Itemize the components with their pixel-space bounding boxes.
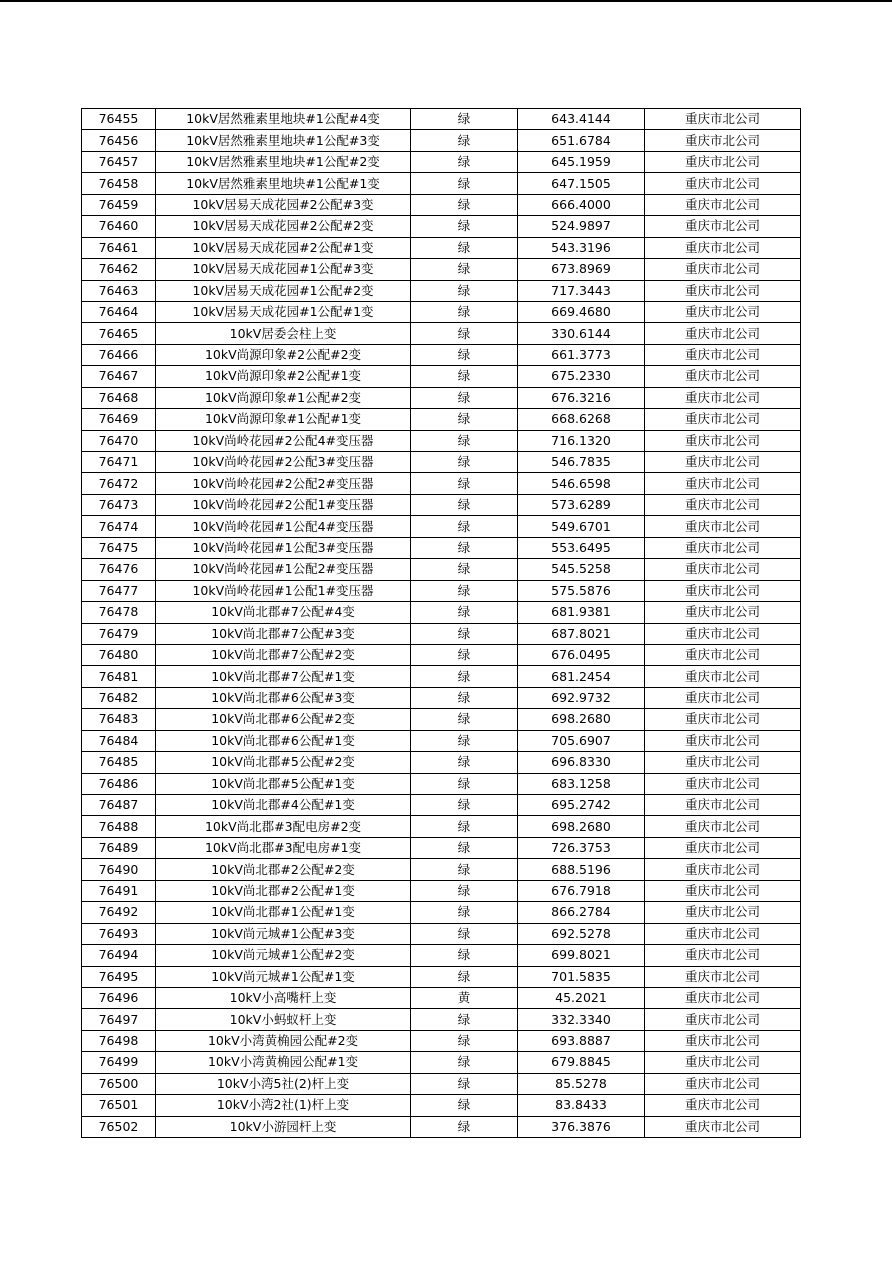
row-name-cell: 10kV居易天成花园#2公配#1变 xyxy=(156,237,411,258)
row-color-cell: 绿 xyxy=(411,323,518,344)
row-color-cell: 绿 xyxy=(411,430,518,451)
row-name-cell: 10kV居易天成花园#1公配#1变 xyxy=(156,301,411,322)
row-name-cell: 10kV尚元城#1公配#1变 xyxy=(156,966,411,987)
row-company-cell: 重庆市北公司 xyxy=(645,537,801,558)
row-color-cell: 绿 xyxy=(411,259,518,280)
row-id-cell: 76461 xyxy=(82,237,156,258)
row-company-cell: 重庆市北公司 xyxy=(645,859,801,880)
row-name-cell: 10kV尚岭花园#1公配1#变压器 xyxy=(156,580,411,601)
row-value-cell: 573.6289 xyxy=(518,494,645,515)
row-value-cell: 699.8021 xyxy=(518,945,645,966)
table-row xyxy=(82,923,801,944)
row-name-cell: 10kV居然雅素里地块#1公配#4变 xyxy=(156,109,411,130)
row-company-cell: 重庆市北公司 xyxy=(645,130,801,151)
row-company-cell: 重庆市北公司 xyxy=(645,409,801,430)
row-color-cell: 绿 xyxy=(411,580,518,601)
row-value-cell: 698.2680 xyxy=(518,816,645,837)
row-company-cell: 重庆市北公司 xyxy=(645,687,801,708)
row-name-cell: 10kV尚岭花园#1公配3#变压器 xyxy=(156,537,411,558)
row-company-cell: 重庆市北公司 xyxy=(645,237,801,258)
row-value-cell: 85.5278 xyxy=(518,1073,645,1094)
row-value-cell: 693.8887 xyxy=(518,1030,645,1051)
row-name-cell: 10kV尚元城#1公配#3变 xyxy=(156,923,411,944)
row-color-cell: 绿 xyxy=(411,1030,518,1051)
table-row xyxy=(82,130,801,151)
row-id-cell: 76462 xyxy=(82,259,156,280)
table-row xyxy=(82,773,801,794)
row-value-cell: 717.3443 xyxy=(518,280,645,301)
row-name-cell: 10kV居然雅素里地块#1公配#1变 xyxy=(156,173,411,194)
row-id-cell: 76481 xyxy=(82,666,156,687)
row-value-cell: 647.1505 xyxy=(518,173,645,194)
row-company-cell: 重庆市北公司 xyxy=(645,923,801,944)
row-color-cell: 绿 xyxy=(411,880,518,901)
row-id-cell: 76483 xyxy=(82,709,156,730)
row-company-cell: 重庆市北公司 xyxy=(645,559,801,580)
row-color-cell: 绿 xyxy=(411,945,518,966)
row-color-cell: 绿 xyxy=(411,773,518,794)
row-id-cell: 76497 xyxy=(82,1009,156,1030)
row-value-cell: 332.3340 xyxy=(518,1009,645,1030)
table-body xyxy=(82,109,801,1138)
row-id-cell: 76498 xyxy=(82,1030,156,1051)
row-value-cell: 696.8330 xyxy=(518,752,645,773)
row-id-cell: 76476 xyxy=(82,559,156,580)
row-color-cell: 绿 xyxy=(411,859,518,880)
row-company-cell: 重庆市北公司 xyxy=(645,473,801,494)
row-name-cell: 10kV尚北郡#1公配#1变 xyxy=(156,902,411,923)
row-company-cell: 重庆市北公司 xyxy=(645,1030,801,1051)
row-value-cell: 45.2021 xyxy=(518,987,645,1008)
row-id-cell: 76455 xyxy=(82,109,156,130)
row-id-cell: 76493 xyxy=(82,923,156,944)
table-row xyxy=(82,730,801,751)
table-row xyxy=(82,494,801,515)
row-value-cell: 698.2680 xyxy=(518,709,645,730)
row-name-cell: 10kV尚源印象#2公配#1变 xyxy=(156,366,411,387)
row-id-cell: 76499 xyxy=(82,1052,156,1073)
row-value-cell: 681.2454 xyxy=(518,666,645,687)
table-row xyxy=(82,1116,801,1137)
row-value-cell: 705.6907 xyxy=(518,730,645,751)
row-company-cell: 重庆市北公司 xyxy=(645,494,801,515)
table-row xyxy=(82,623,801,644)
table-row xyxy=(82,709,801,730)
row-id-cell: 76500 xyxy=(82,1073,156,1094)
row-color-cell: 绿 xyxy=(411,752,518,773)
transformer-table xyxy=(81,108,801,1138)
row-color-cell: 绿 xyxy=(411,1009,518,1030)
row-value-cell: 651.6784 xyxy=(518,130,645,151)
table-row xyxy=(82,687,801,708)
row-company-cell: 重庆市北公司 xyxy=(645,1052,801,1073)
row-id-cell: 76484 xyxy=(82,730,156,751)
row-name-cell: 10kV尚北郡#7公配#4变 xyxy=(156,602,411,623)
row-value-cell: 726.3753 xyxy=(518,837,645,858)
row-id-cell: 76472 xyxy=(82,473,156,494)
table-row xyxy=(82,430,801,451)
row-name-cell: 10kV小湾黄桷园公配#1变 xyxy=(156,1052,411,1073)
row-value-cell: 683.1258 xyxy=(518,773,645,794)
row-name-cell: 10kV尚北郡#7公配#2变 xyxy=(156,644,411,665)
row-id-cell: 76465 xyxy=(82,323,156,344)
row-value-cell: 675.2330 xyxy=(518,366,645,387)
row-company-cell: 重庆市北公司 xyxy=(645,301,801,322)
row-company-cell: 重庆市北公司 xyxy=(645,344,801,365)
row-company-cell: 重庆市北公司 xyxy=(645,323,801,344)
row-color-cell: 绿 xyxy=(411,452,518,473)
row-id-cell: 76480 xyxy=(82,644,156,665)
row-company-cell: 重庆市北公司 xyxy=(645,644,801,665)
row-color-cell: 绿 xyxy=(411,130,518,151)
row-color-cell: 绿 xyxy=(411,344,518,365)
row-value-cell: 546.6598 xyxy=(518,473,645,494)
row-value-cell: 688.5196 xyxy=(518,859,645,880)
row-name-cell: 10kV尚北郡#4公配#1变 xyxy=(156,795,411,816)
row-id-cell: 76486 xyxy=(82,773,156,794)
row-company-cell: 重庆市北公司 xyxy=(645,709,801,730)
row-name-cell: 10kV居易天成花园#1公配#3变 xyxy=(156,259,411,280)
row-id-cell: 76474 xyxy=(82,516,156,537)
row-name-cell: 10kV尚岭花园#2公配3#变压器 xyxy=(156,452,411,473)
table-row xyxy=(82,1073,801,1094)
row-company-cell: 重庆市北公司 xyxy=(645,880,801,901)
row-id-cell: 76458 xyxy=(82,173,156,194)
row-name-cell: 10kV居然雅素里地块#1公配#3变 xyxy=(156,130,411,151)
row-value-cell: 546.7835 xyxy=(518,452,645,473)
table-row xyxy=(82,837,801,858)
row-color-cell: 绿 xyxy=(411,409,518,430)
row-color-cell: 绿 xyxy=(411,216,518,237)
table-row xyxy=(82,580,801,601)
row-color-cell: 绿 xyxy=(411,1052,518,1073)
row-id-cell: 76477 xyxy=(82,580,156,601)
row-company-cell: 重庆市北公司 xyxy=(645,945,801,966)
table-row xyxy=(82,259,801,280)
row-color-cell: 绿 xyxy=(411,1073,518,1094)
row-id-cell: 76470 xyxy=(82,430,156,451)
row-id-cell: 76491 xyxy=(82,880,156,901)
row-id-cell: 76485 xyxy=(82,752,156,773)
row-company-cell: 重庆市北公司 xyxy=(645,902,801,923)
table-row xyxy=(82,173,801,194)
row-color-cell: 绿 xyxy=(411,537,518,558)
row-color-cell: 绿 xyxy=(411,966,518,987)
row-company-cell: 重庆市北公司 xyxy=(645,752,801,773)
row-name-cell: 10kV尚北郡#2公配#1变 xyxy=(156,880,411,901)
table-row xyxy=(82,344,801,365)
row-company-cell: 重庆市北公司 xyxy=(645,1073,801,1094)
row-value-cell: 575.5876 xyxy=(518,580,645,601)
row-value-cell: 545.5258 xyxy=(518,559,645,580)
page-top-border xyxy=(0,0,892,2)
table-row xyxy=(82,280,801,301)
table-row xyxy=(82,109,801,130)
row-color-cell: 绿 xyxy=(411,687,518,708)
row-color-cell: 绿 xyxy=(411,151,518,172)
row-name-cell: 10kV小高嘴杆上变 xyxy=(156,987,411,1008)
row-company-cell: 重庆市北公司 xyxy=(645,666,801,687)
row-color-cell: 绿 xyxy=(411,237,518,258)
row-color-cell: 绿 xyxy=(411,923,518,944)
row-company-cell: 重庆市北公司 xyxy=(645,109,801,130)
row-color-cell: 绿 xyxy=(411,366,518,387)
row-company-cell: 重庆市北公司 xyxy=(645,151,801,172)
row-name-cell: 10kV尚源印象#1公配#1变 xyxy=(156,409,411,430)
table-row xyxy=(82,194,801,215)
row-id-cell: 76473 xyxy=(82,494,156,515)
row-color-cell: 绿 xyxy=(411,730,518,751)
table-row xyxy=(82,301,801,322)
row-company-cell: 重庆市北公司 xyxy=(645,580,801,601)
row-value-cell: 553.6495 xyxy=(518,537,645,558)
row-id-cell: 76469 xyxy=(82,409,156,430)
row-value-cell: 692.5278 xyxy=(518,923,645,944)
row-value-cell: 643.4144 xyxy=(518,109,645,130)
table-row xyxy=(82,1052,801,1073)
row-company-cell: 重庆市北公司 xyxy=(645,387,801,408)
row-company-cell: 重庆市北公司 xyxy=(645,987,801,1008)
row-name-cell: 10kV尚北郡#2公配#2变 xyxy=(156,859,411,880)
table-row xyxy=(82,644,801,665)
row-id-cell: 76459 xyxy=(82,194,156,215)
table-row xyxy=(82,966,801,987)
row-id-cell: 76478 xyxy=(82,602,156,623)
row-value-cell: 692.9732 xyxy=(518,687,645,708)
row-name-cell: 10kV尚北郡#6公配#3变 xyxy=(156,687,411,708)
row-value-cell: 524.9897 xyxy=(518,216,645,237)
row-name-cell: 10kV尚北郡#7公配#1变 xyxy=(156,666,411,687)
row-color-cell: 绿 xyxy=(411,559,518,580)
row-name-cell: 10kV尚北郡#5公配#1变 xyxy=(156,773,411,794)
table-row xyxy=(82,1030,801,1051)
table-row xyxy=(82,559,801,580)
row-value-cell: 687.8021 xyxy=(518,623,645,644)
row-name-cell: 10kV尚北郡#6公配#1变 xyxy=(156,730,411,751)
row-company-cell: 重庆市北公司 xyxy=(645,430,801,451)
row-color-cell: 绿 xyxy=(411,709,518,730)
table-row xyxy=(82,1095,801,1116)
row-company-cell: 重庆市北公司 xyxy=(645,602,801,623)
table-row xyxy=(82,473,801,494)
row-value-cell: 673.8969 xyxy=(518,259,645,280)
row-value-cell: 676.3216 xyxy=(518,387,645,408)
row-company-cell: 重庆市北公司 xyxy=(645,216,801,237)
table-row xyxy=(82,666,801,687)
table-row xyxy=(82,602,801,623)
row-id-cell: 76464 xyxy=(82,301,156,322)
row-color-cell: 绿 xyxy=(411,516,518,537)
row-company-cell: 重庆市北公司 xyxy=(645,259,801,280)
row-color-cell: 绿 xyxy=(411,795,518,816)
row-name-cell: 10kV尚北郡#5公配#2变 xyxy=(156,752,411,773)
row-id-cell: 76456 xyxy=(82,130,156,151)
row-value-cell: 661.3773 xyxy=(518,344,645,365)
row-id-cell: 76494 xyxy=(82,945,156,966)
table-row xyxy=(82,387,801,408)
row-value-cell: 666.4000 xyxy=(518,194,645,215)
row-company-cell: 重庆市北公司 xyxy=(645,773,801,794)
table-row xyxy=(82,795,801,816)
row-id-cell: 76495 xyxy=(82,966,156,987)
row-color-cell: 黄 xyxy=(411,987,518,1008)
row-color-cell: 绿 xyxy=(411,173,518,194)
row-color-cell: 绿 xyxy=(411,494,518,515)
row-id-cell: 76463 xyxy=(82,280,156,301)
row-color-cell: 绿 xyxy=(411,644,518,665)
row-company-cell: 重庆市北公司 xyxy=(645,837,801,858)
row-id-cell: 76496 xyxy=(82,987,156,1008)
row-company-cell: 重庆市北公司 xyxy=(645,173,801,194)
row-company-cell: 重庆市北公司 xyxy=(645,452,801,473)
row-name-cell: 10kV小湾黄桷园公配#2变 xyxy=(156,1030,411,1051)
row-value-cell: 543.3196 xyxy=(518,237,645,258)
row-name-cell: 10kV尚岭花园#2公配4#变压器 xyxy=(156,430,411,451)
row-id-cell: 76467 xyxy=(82,366,156,387)
row-company-cell: 重庆市北公司 xyxy=(645,795,801,816)
row-name-cell: 10kV尚源印象#1公配#2变 xyxy=(156,387,411,408)
row-color-cell: 绿 xyxy=(411,902,518,923)
row-value-cell: 695.2742 xyxy=(518,795,645,816)
row-id-cell: 76471 xyxy=(82,452,156,473)
row-company-cell: 重庆市北公司 xyxy=(645,730,801,751)
row-color-cell: 绿 xyxy=(411,109,518,130)
table-row xyxy=(82,816,801,837)
row-id-cell: 76490 xyxy=(82,859,156,880)
row-value-cell: 376.3876 xyxy=(518,1116,645,1137)
row-name-cell: 10kV尚岭花园#1公配4#变压器 xyxy=(156,516,411,537)
row-id-cell: 76502 xyxy=(82,1116,156,1137)
row-color-cell: 绿 xyxy=(411,194,518,215)
row-name-cell: 10kV小湾5社(2)杆上变 xyxy=(156,1073,411,1094)
row-name-cell: 10kV居委会柱上变 xyxy=(156,323,411,344)
row-value-cell: 645.1959 xyxy=(518,151,645,172)
row-value-cell: 681.9381 xyxy=(518,602,645,623)
row-company-cell: 重庆市北公司 xyxy=(645,816,801,837)
row-id-cell: 76479 xyxy=(82,623,156,644)
row-id-cell: 76468 xyxy=(82,387,156,408)
row-value-cell: 716.1320 xyxy=(518,430,645,451)
table-row xyxy=(82,151,801,172)
row-id-cell: 76487 xyxy=(82,795,156,816)
row-id-cell: 76457 xyxy=(82,151,156,172)
row-id-cell: 76489 xyxy=(82,837,156,858)
row-name-cell: 10kV居易天成花园#2公配#3变 xyxy=(156,194,411,215)
row-name-cell: 10kV尚源印象#2公配#2变 xyxy=(156,344,411,365)
table-row xyxy=(82,880,801,901)
row-color-cell: 绿 xyxy=(411,837,518,858)
row-id-cell: 76460 xyxy=(82,216,156,237)
row-company-cell: 重庆市北公司 xyxy=(645,623,801,644)
row-name-cell: 10kV尚北郡#7公配#3变 xyxy=(156,623,411,644)
row-company-cell: 重庆市北公司 xyxy=(645,1095,801,1116)
row-value-cell: 676.0495 xyxy=(518,644,645,665)
row-company-cell: 重庆市北公司 xyxy=(645,966,801,987)
row-name-cell: 10kV尚北郡#3配电房#1变 xyxy=(156,837,411,858)
row-name-cell: 10kV居然雅素里地块#1公配#2变 xyxy=(156,151,411,172)
row-color-cell: 绿 xyxy=(411,1095,518,1116)
row-name-cell: 10kV居易天成花园#1公配#2变 xyxy=(156,280,411,301)
row-color-cell: 绿 xyxy=(411,602,518,623)
table-row xyxy=(82,409,801,430)
row-value-cell: 83.8433 xyxy=(518,1095,645,1116)
row-value-cell: 330.6144 xyxy=(518,323,645,344)
table-row xyxy=(82,216,801,237)
row-company-cell: 重庆市北公司 xyxy=(645,194,801,215)
table-row xyxy=(82,752,801,773)
table-row xyxy=(82,859,801,880)
row-name-cell: 10kV尚元城#1公配#2变 xyxy=(156,945,411,966)
row-company-cell: 重庆市北公司 xyxy=(645,516,801,537)
table-row xyxy=(82,452,801,473)
row-name-cell: 10kV居易天成花园#2公配#2变 xyxy=(156,216,411,237)
row-id-cell: 76475 xyxy=(82,537,156,558)
row-company-cell: 重庆市北公司 xyxy=(645,280,801,301)
row-id-cell: 76488 xyxy=(82,816,156,837)
table-row xyxy=(82,366,801,387)
row-name-cell: 10kV小游园杆上变 xyxy=(156,1116,411,1137)
row-name-cell: 10kV尚北郡#3配电房#2变 xyxy=(156,816,411,837)
row-company-cell: 重庆市北公司 xyxy=(645,1009,801,1030)
row-id-cell: 76466 xyxy=(82,344,156,365)
table-row xyxy=(82,902,801,923)
row-value-cell: 866.2784 xyxy=(518,902,645,923)
row-color-cell: 绿 xyxy=(411,666,518,687)
table-row xyxy=(82,945,801,966)
table-row xyxy=(82,323,801,344)
table-row xyxy=(82,516,801,537)
row-id-cell: 76482 xyxy=(82,687,156,708)
row-name-cell: 10kV尚岭花园#2公配1#变压器 xyxy=(156,494,411,515)
row-name-cell: 10kV小湾2社(1)杆上变 xyxy=(156,1095,411,1116)
row-color-cell: 绿 xyxy=(411,1116,518,1137)
row-color-cell: 绿 xyxy=(411,301,518,322)
row-value-cell: 679.8845 xyxy=(518,1052,645,1073)
row-id-cell: 76501 xyxy=(82,1095,156,1116)
row-name-cell: 10kV尚岭花园#1公配2#变压器 xyxy=(156,559,411,580)
row-color-cell: 绿 xyxy=(411,473,518,494)
row-value-cell: 549.6701 xyxy=(518,516,645,537)
row-value-cell: 701.5835 xyxy=(518,966,645,987)
row-color-cell: 绿 xyxy=(411,816,518,837)
table-row xyxy=(82,1009,801,1030)
transformer-table-container xyxy=(81,108,800,1138)
row-id-cell: 76492 xyxy=(82,902,156,923)
row-company-cell: 重庆市北公司 xyxy=(645,366,801,387)
row-color-cell: 绿 xyxy=(411,623,518,644)
table-row xyxy=(82,987,801,1008)
row-color-cell: 绿 xyxy=(411,387,518,408)
table-row xyxy=(82,237,801,258)
row-value-cell: 668.6268 xyxy=(518,409,645,430)
row-name-cell: 10kV小蚂蚁杆上变 xyxy=(156,1009,411,1030)
row-value-cell: 676.7918 xyxy=(518,880,645,901)
row-value-cell: 669.4680 xyxy=(518,301,645,322)
row-name-cell: 10kV尚岭花园#2公配2#变压器 xyxy=(156,473,411,494)
row-color-cell: 绿 xyxy=(411,280,518,301)
row-name-cell: 10kV尚北郡#6公配#2变 xyxy=(156,709,411,730)
table-row xyxy=(82,537,801,558)
row-company-cell: 重庆市北公司 xyxy=(645,1116,801,1137)
